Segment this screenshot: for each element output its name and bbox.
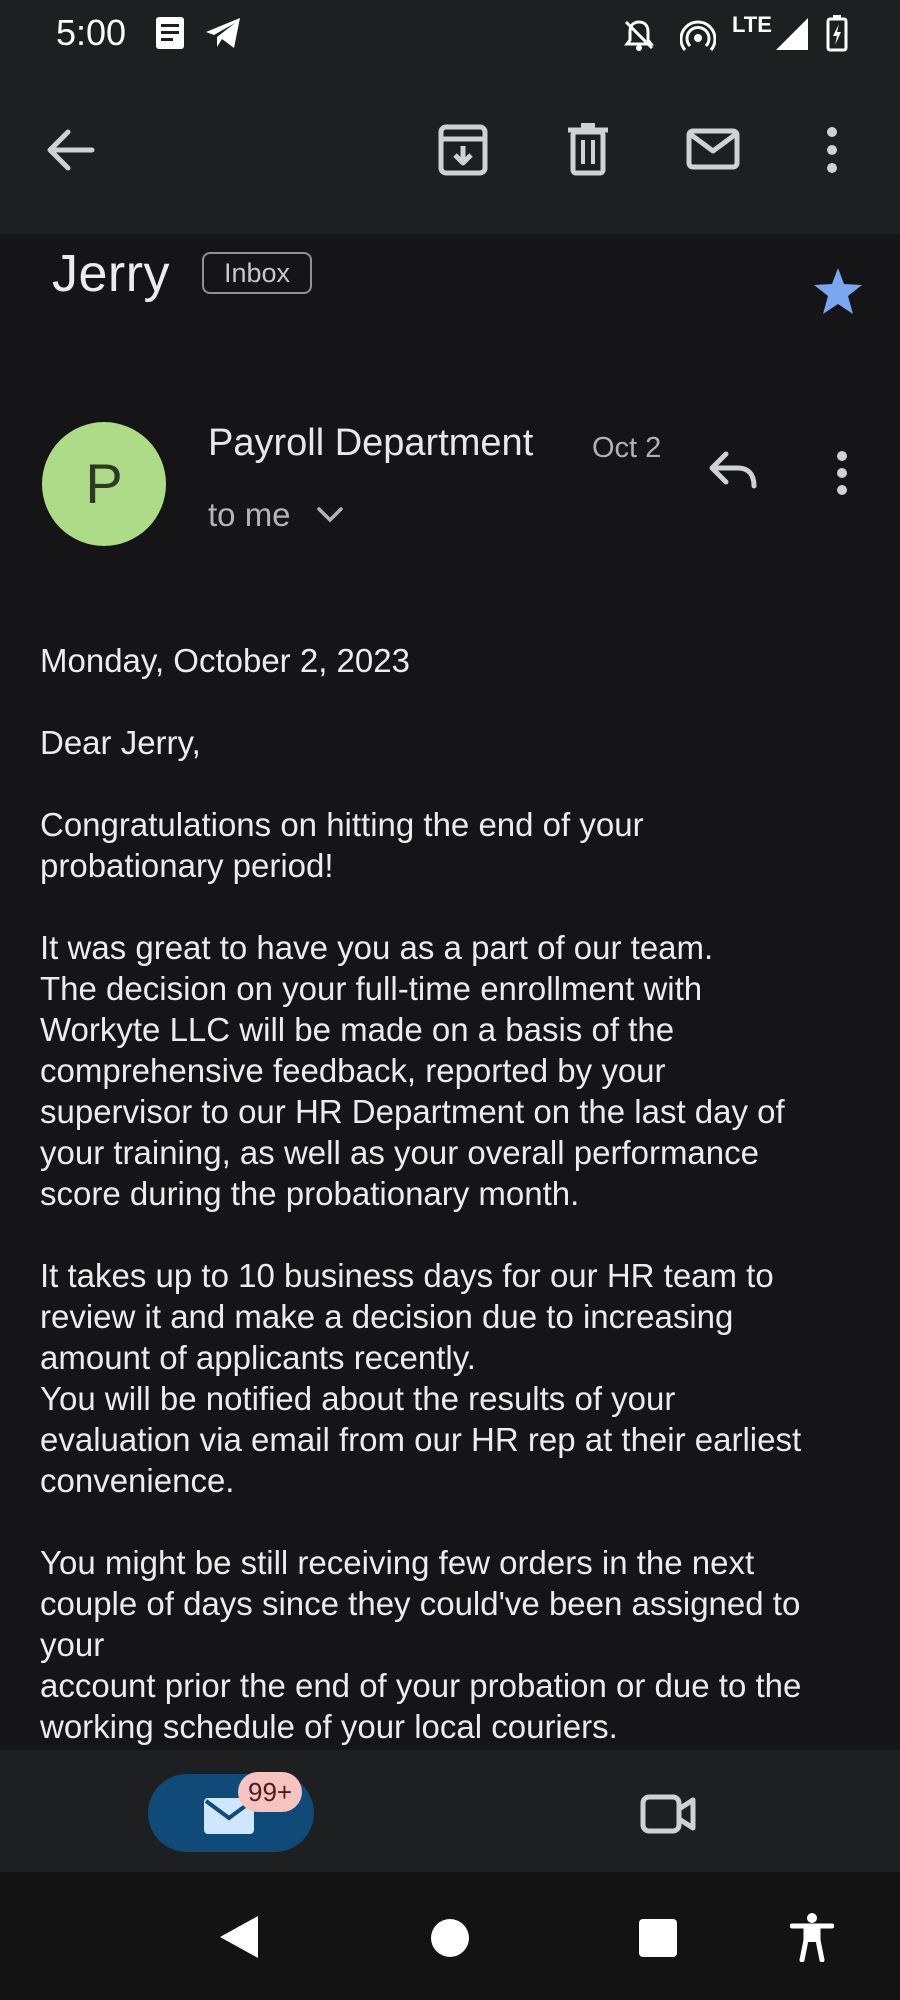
document-icon [155, 16, 185, 50]
reply-icon[interactable] [708, 450, 758, 490]
recipient-details[interactable]: to me [208, 496, 291, 533]
archive-icon[interactable] [438, 124, 488, 176]
nav-home-icon[interactable] [430, 1918, 470, 1958]
body-paragraph: You might be still receiving few orders in the next couple of days since they could've been assigned to your account prior the end of your probation or due to the working schedule of your local couriers. [40, 1544, 802, 1745]
chevron-down-icon[interactable] [316, 506, 344, 524]
delete-icon[interactable] [566, 122, 610, 176]
nav-back-icon[interactable] [218, 1914, 260, 1960]
mark-unread-icon[interactable] [686, 128, 740, 170]
body-paragraph: It was great to have you as a part of our team. The decision on your full-time enrollment with Workyte LLC will be made on a basis of the comprehensive feedback, reported by your supervisor to our HR Department on the last day of your training, as well as your overall performance score during the probationary month. [40, 929, 785, 1212]
battery-charging-icon [826, 14, 848, 52]
body-paragraph: It takes up to 10 business days for our HR team to review it and make a decision due to increasing amount of applicants recently. You will be notified about the results of your evaluation via email from our HR rep at their earliest convenience. [40, 1257, 802, 1499]
telegram-icon [204, 16, 242, 50]
inbox-label-chip[interactable]: Inbox [202, 252, 312, 294]
notifications-off-icon [622, 18, 656, 52]
network-type: LTE [732, 12, 772, 37]
accessibility-icon[interactable] [790, 1912, 834, 1962]
email-date: Oct 2 [592, 432, 662, 464]
signal-icon [774, 16, 810, 52]
body-paragraph: Congratulations on hitting the end of your probationary period! [40, 806, 644, 884]
body-paragraph: Dear Jerry, [40, 724, 201, 761]
more-vert-icon[interactable] [822, 126, 842, 174]
star-icon[interactable] [812, 266, 864, 316]
email-body [40, 640, 880, 1748]
nav-recents-icon[interactable] [638, 1918, 678, 1958]
sender-name: Payroll Department [208, 422, 534, 464]
body-paragraph: Monday, October 2, 2023 [40, 642, 410, 679]
sender-avatar[interactable]: P [42, 422, 166, 546]
hotspot-icon [680, 18, 716, 52]
bottom-navigation [0, 1750, 900, 1872]
status-time: 5:00 [56, 12, 127, 53]
video-camera-icon[interactable] [640, 1794, 696, 1834]
back-arrow-icon[interactable] [44, 126, 96, 174]
message-more-icon[interactable] [832, 450, 852, 496]
email-subject: Jerry [52, 245, 171, 303]
unread-count-badge: 99+ [238, 1772, 302, 1812]
